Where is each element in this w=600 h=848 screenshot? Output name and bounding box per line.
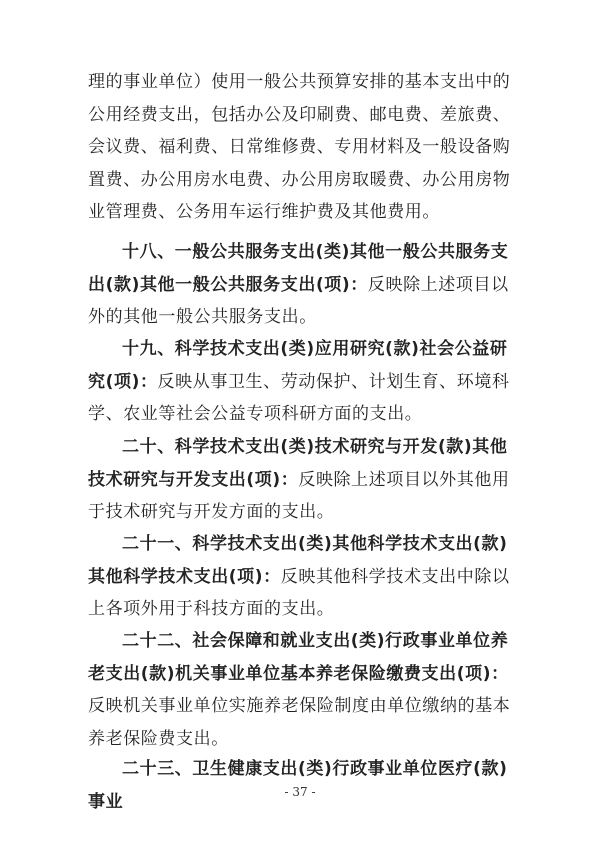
page-number: - 37 - [284,785,316,799]
paragraph-item-19 [88,333,512,431]
paragraph-lead: 二十三、卫生健康支出(类)行政事业单位医疗(款)事业 [88,759,508,812]
paragraph-body: 反映从事卫生、劳动保护、计划生育、环境科学、农业等社会公益专项科研方面的支出。 [88,371,510,425]
paragraph-item-18 [88,236,512,334]
paragraph-body: 反映机关事业单位实施养老保险制度由单位缴纳的基本养老保险费支出。 [88,696,511,749]
paragraph-lead: 十八、一般公共服务支出(类)其他一般公共服务支出(款)其他一般公共服务支出(项)： [88,242,509,295]
paragraph-body: 理的事业单位）使用一般公共预算安排的基本支出中的公用经费支出，包括办公及印刷费、邮电费、差旅费、会议费、福利费、日常维修费、专用材料及一般设备购置费、办公用房水电费、办公用房取暖费、办公用房物业管理费、公务用车运行维护费及其他费用。 [88,72,511,223]
paragraph-lead: 二十二、社会保障和就业支出(类)行政事业单位养老支出(款)机关事业单位基本养老保险缴费支出(项)： [88,631,509,684]
paragraph-body: 反映除上述项目以外的其他一般公共服务支出。 [88,274,509,328]
paragraph-lead: 二十一、科学技术支出(类)其他科学技术支出(款)其他科学技术支出(项)： [88,534,508,587]
paragraph-item-20 [88,431,512,529]
paragraph-lead: 十九、科学技术支出(类)应用研究(款)社会公益研究(项)： [88,339,508,392]
paragraph-body: 反映其他科学技术支出中除以上各项外用于科技方面的支出。 [88,566,510,620]
paragraph-continued [88,66,512,229]
paragraph-item-22 [88,625,512,755]
paragraph-body: 反映除上述项目以外其他用于技术研究与开发方面的支出。 [88,469,510,523]
paragraph-lead: 二十、科学技术支出(类)技术研究与开发(款)其他技术研究与开发支出(项)： [88,437,508,490]
paragraph-item-21 [88,528,512,626]
